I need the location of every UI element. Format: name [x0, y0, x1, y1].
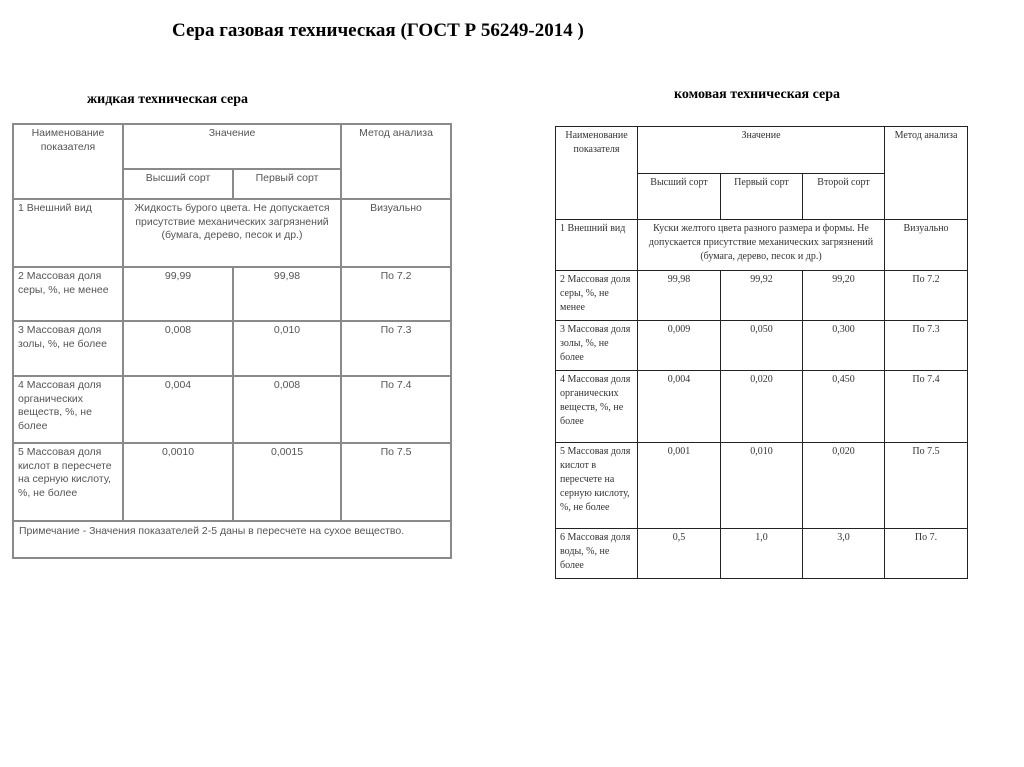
header-name: Наименование показателя: [13, 124, 123, 199]
row-value: 0,010: [233, 321, 341, 376]
table-row: [556, 220, 968, 271]
lump-sulfur-table: [555, 126, 968, 579]
table-row: [556, 529, 968, 579]
row-method: По 7.3: [341, 321, 451, 376]
row-method: По 7.3: [885, 321, 968, 371]
row-value: 0,050: [721, 321, 803, 371]
row-method: По 7.2: [341, 267, 451, 321]
row-value: 0,5: [638, 529, 721, 579]
row-value: 0,020: [721, 371, 803, 443]
liquid-sulfur-subtitle: жидкая техническая сера: [87, 92, 248, 107]
table-note: Примечание - Значения показателей 2-5 даны в пересчете на сухое вещество.: [13, 521, 451, 558]
liquid-sulfur-table: [12, 123, 452, 559]
row-name: 5 Массовая доля кислот в пересчете на серную кислоту, %, не более: [556, 443, 638, 529]
row-value: Куски желтого цвета разного размера и формы. Не допускается присутствие механических загрязнений (бумага, дерево, песок и др.): [638, 220, 885, 271]
table-row: [556, 371, 968, 443]
row-value: Жидкость бурого цвета. Не допускается присутствие механических загрязнений (бумага, дерево, песок и др.): [123, 199, 341, 267]
row-value: 0,008: [123, 321, 233, 376]
row-value: 0,004: [123, 376, 233, 443]
header-grade-top: Высший сорт: [123, 169, 233, 199]
row-method: По 7.4: [885, 371, 968, 443]
row-method: По 7.5: [885, 443, 968, 529]
row-value: 99,98: [638, 271, 721, 321]
row-method: По 7.: [885, 529, 968, 579]
header-grade-second: Второй сорт: [803, 174, 885, 220]
row-name: 3 Массовая доля золы, %, не более: [13, 321, 123, 376]
row-method: По 7.4: [341, 376, 451, 443]
row-value: 0,450: [803, 371, 885, 443]
row-value: 0,001: [638, 443, 721, 529]
table-row: [13, 267, 451, 321]
row-name: 5 Массовая доля кислот в пересчете на серную кислоту, %, не более: [13, 443, 123, 521]
header-value: Значение: [123, 124, 341, 169]
row-value: 3,0: [803, 529, 885, 579]
row-name: 2 Массовая доля серы, %, не менее: [13, 267, 123, 321]
row-method: Визуально: [885, 220, 968, 271]
header-value: Значение: [638, 127, 885, 174]
row-value: 99,92: [721, 271, 803, 321]
table-row: [556, 271, 968, 321]
table-row: [13, 443, 451, 521]
row-value: 0,008: [233, 376, 341, 443]
row-name: 4 Массовая доля органических веществ, %, не более: [13, 376, 123, 443]
table-row: [556, 321, 968, 371]
header-grade-top: Высший сорт: [638, 174, 721, 220]
header-grade-first: Первый сорт: [721, 174, 803, 220]
row-value: 0,300: [803, 321, 885, 371]
row-value: 0,020: [803, 443, 885, 529]
table-row: [13, 321, 451, 376]
row-value: 0,0010: [123, 443, 233, 521]
row-value: 0,004: [638, 371, 721, 443]
row-method: Визуально: [341, 199, 451, 267]
row-name: 1 Внешний вид: [13, 199, 123, 267]
row-value: 0,009: [638, 321, 721, 371]
row-value: 0,010: [721, 443, 803, 529]
table-row: [556, 443, 968, 529]
row-value: 99,98: [233, 267, 341, 321]
lump-sulfur-subtitle: комовая техническая сера: [674, 87, 841, 102]
table-row: [13, 199, 451, 267]
row-value: 99,99: [123, 267, 233, 321]
row-name: 4 Массовая доля органических веществ, %, не более: [556, 371, 638, 443]
header-method: Метод анализа: [341, 124, 451, 199]
row-value: 99,20: [803, 271, 885, 321]
row-name: 6 Массовая доля воды, %, не более: [556, 529, 638, 579]
header-name: Наименование показателя: [556, 127, 638, 220]
row-method: По 7.2: [885, 271, 968, 321]
row-method: По 7.5: [341, 443, 451, 521]
row-value: 0,0015: [233, 443, 341, 521]
row-name: 3 Массовая доля золы, %, не более: [556, 321, 638, 371]
header-method: Метод анализа: [885, 127, 968, 220]
row-value: 1,0: [721, 529, 803, 579]
row-name: 1 Внешний вид: [556, 220, 638, 271]
page-title: Сера газовая техническая (ГОСТ Р 56249-2014 ): [172, 20, 584, 41]
header-grade-first: Первый сорт: [233, 169, 341, 199]
table-row: [13, 376, 451, 443]
row-name: 2 Массовая доля серы, %, не менее: [556, 271, 638, 321]
